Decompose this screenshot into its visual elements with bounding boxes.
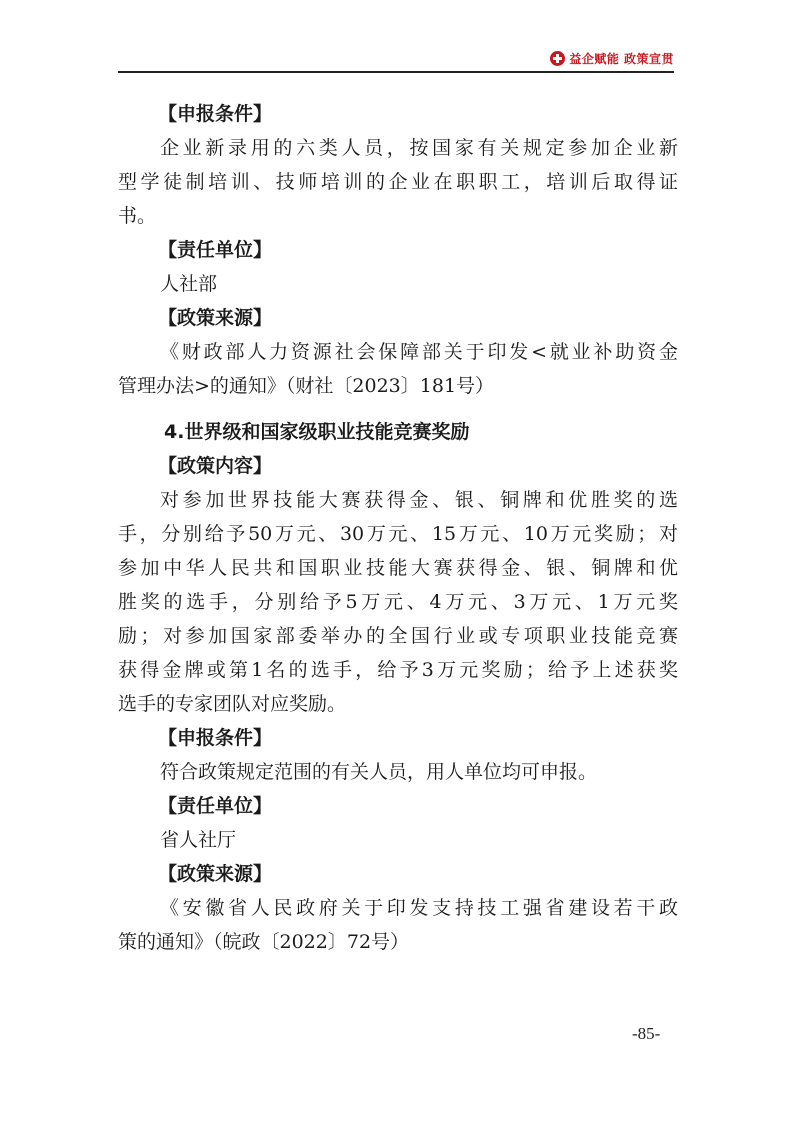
paragraph-line: 胜奖的选手，分别给予5万元、4万元、3万元、1万元奖	[118, 591, 678, 613]
document-body	[118, 97, 678, 959]
section-gap	[118, 403, 678, 415]
paragraph-line: 策的通知》（皖政〔2022〕72号）	[118, 931, 410, 953]
paragraph-line: 企业新录用的六类人员，按国家有关规定参加企业新	[160, 137, 678, 159]
paragraph-line: 选手的专家团队对应奖励。	[118, 693, 347, 715]
paragraph-line: 对参加世界技能大赛获得金、银、铜牌和优胜奖的选	[160, 489, 678, 511]
paragraph-line: 《安徽省人民政府关于印发支持技工强省建设若干政	[160, 897, 678, 919]
page-number: -85-	[632, 1024, 661, 1043]
header-rule	[118, 71, 674, 73]
brand-text: 益企赋能 政策宣贯	[569, 52, 674, 66]
section-heading: 【政策内容】	[158, 455, 273, 477]
paragraph-line: 型学徒制培训、技师培训的企业在职职工，培训后取得证	[118, 171, 678, 193]
brand	[550, 50, 674, 67]
section-title: 4.世界级和国家级职业技能竞赛奖励	[164, 421, 470, 443]
paragraph-line: 参加中华人民共和国职业技能大赛获得金、银、铜牌和优	[118, 557, 678, 579]
paragraph-line: 人社部	[160, 273, 218, 295]
section-heading: 【责任单位】	[158, 795, 273, 817]
paragraph-line: 管理办法>的通知》（财社〔2023〕181号）	[118, 375, 495, 397]
section-heading: 【申报条件】	[158, 103, 273, 125]
paragraph-line: 《财政部人力资源社会保障部关于印发<就业补助资金	[160, 341, 678, 363]
section-heading: 【责任单位】	[158, 239, 273, 261]
section-heading: 【申报条件】	[158, 727, 273, 749]
paragraph-line: 获得金牌或第1名的选手，给予3万元奖励；给予上述获奖	[118, 659, 678, 681]
paragraph-line: 励；对参加国家部委举办的全国行业或专项职业技能竞赛	[118, 625, 678, 647]
paragraph-line: 书。	[118, 205, 157, 227]
paragraph-line: 符合政策规定范围的有关人员，用人单位均可申报。	[160, 761, 598, 783]
company-logo-icon	[550, 51, 565, 66]
paragraph-line: 省人社厅	[160, 829, 237, 851]
section-heading: 【政策来源】	[158, 863, 273, 885]
page-header	[118, 48, 674, 74]
paragraph-line: 手，分别给予50万元、30万元、15万元、10万元奖励；对	[118, 523, 678, 545]
section-heading: 【政策来源】	[158, 307, 273, 329]
